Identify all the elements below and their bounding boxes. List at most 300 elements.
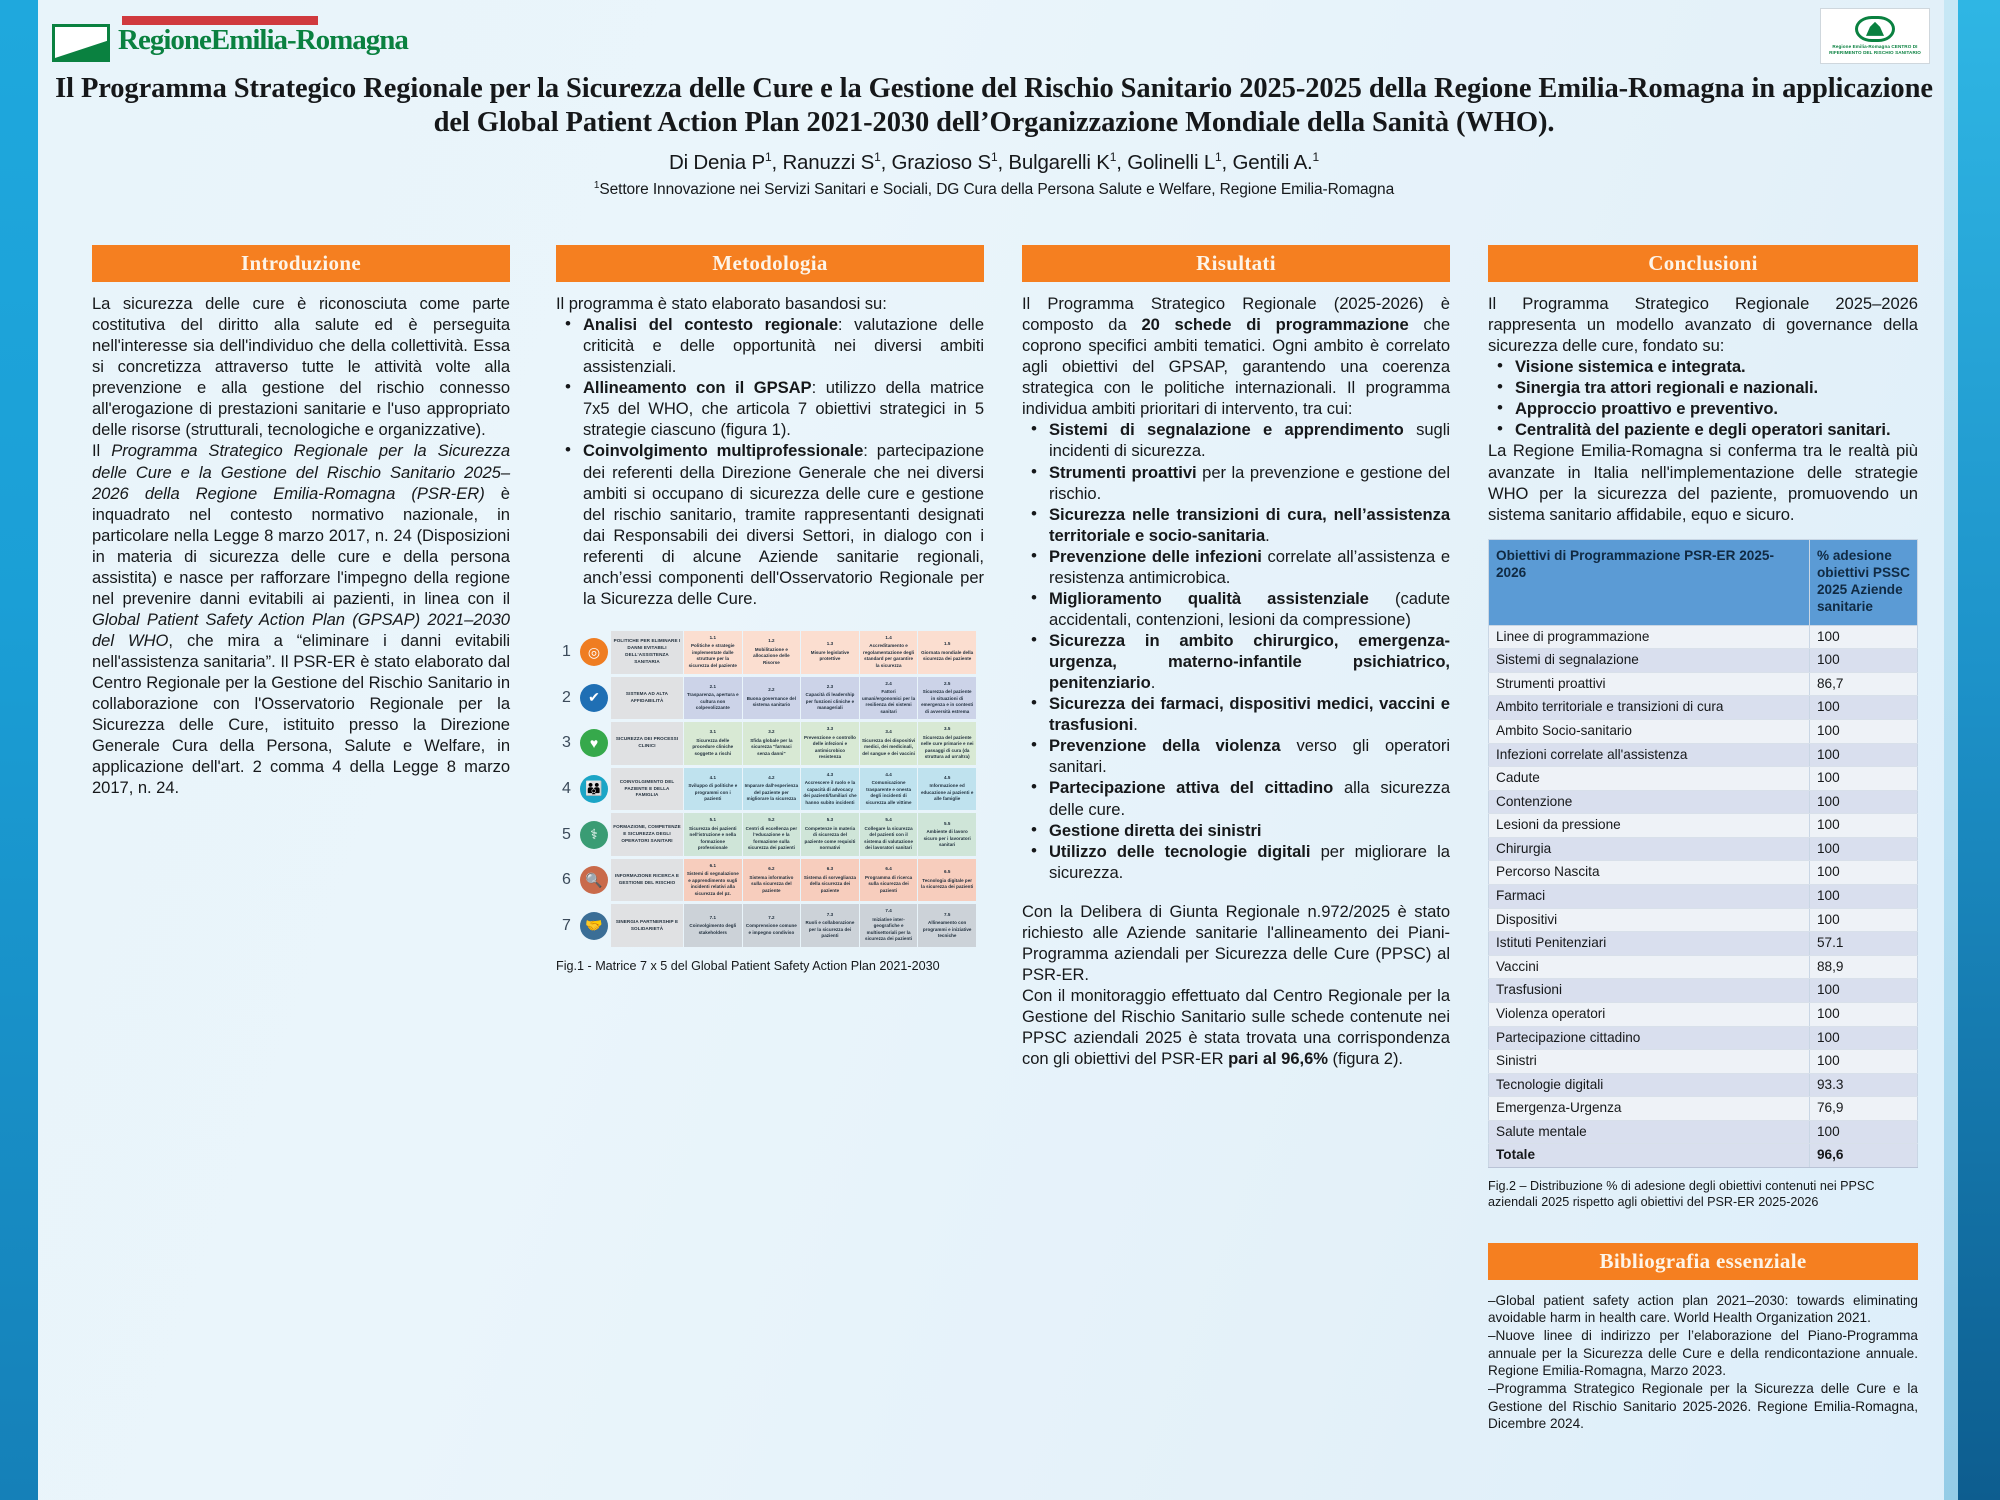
figure-2-caption: Fig.2 – Distribuzione % di adesione degli obiettivi contenuti nei PPSC aziendali 2025 rispetto agli obiettivi del PSR-ER 2025-2026 [1488,1178,1875,1210]
intro-p2-pre: Il [92,441,112,461]
bullet-rest: . [1133,715,1138,735]
authors-line: Di Denia $P^1$, Ranuzzi $S^1$, Grazioso $S^1$, Bulgarelli $K^1$, Golinelli $L^1$, Gentili A.$^1$ [668,150,1320,174]
table-cell-label: Dispositivi [1489,908,1810,932]
matrix-cell [860,813,918,856]
matrix-row-number: 4 [562,779,571,797]
matrix-cell [684,904,742,947]
matrix-cell-id: 4.4 [885,771,892,777]
bullet-bold: Prevenzione della violenza [1049,736,1281,756]
table-row-total [1489,1144,1918,1168]
table-row [1489,1002,1918,1026]
matrix-cell [743,722,801,765]
matrix-row-label: COINVOLGIMENTO DEL PAZIENTE E DELLA FAMIGLIA [611,768,683,811]
logo-wordmark: RegioneEmilia-Romagna [118,24,408,56]
section-header-introduzione: Introduzione [92,245,510,282]
table-cell-label: Percorso Nascita [1489,861,1810,885]
matrix-cell-text: Tecnologia digitale per la sicurezza dei pazienti [921,877,974,890]
bullet-rest: verso gli operatori sanitari. [1049,736,1450,777]
table-row [1489,649,1918,673]
matrix-cell [918,904,976,947]
table-cell-value: 100 [1810,837,1918,861]
matrix-cell [743,768,801,811]
table-row [1489,955,1918,979]
table-cell-label: Infezioni correlate all'assistenza [1489,743,1810,767]
list-item [1488,356,1918,377]
risultati-p1-bold: 20 schede di programmazione [1141,315,1409,335]
table-row [1489,814,1918,838]
bullet-rest: sugli incidenti di sicurezza. [1049,420,1450,461]
matrix-row-cells [683,722,976,765]
column-introduzione [92,245,510,799]
table-row [1489,932,1918,956]
table-cell-value: 100 [1810,743,1918,767]
table-cell-label: Salute mentale [1489,1120,1810,1144]
list-item [556,377,984,440]
adesione-table [1488,539,1918,1168]
list-item [1022,546,1450,588]
table-cell-label: Trasfusioni [1489,979,1810,1003]
risultati-paragraph-2: Con la Delibera di Giunta Regionale n.972/2025 è stato richiesto alle Aziende sanitarie l'allineamento dei Piani-Programma aziendali per Sicurezza delle Cure (PPSC) al PSR-ER. [1022,901,1450,984]
table-row [1489,908,1918,932]
matrix-cell-text: Allineamento con programmi e iniziative tecniche [922,920,972,939]
matrix-cell [801,859,859,902]
matrix-row [556,722,976,765]
table-cell-value: 100 [1810,1050,1918,1074]
metodologia-intro: Il programma è stato elaborato basandosi su: [556,294,887,313]
table-row [1489,1097,1918,1121]
matrix-cell-id: 7.2 [768,914,775,920]
table-cell-value: 57.1 [1810,932,1918,956]
matrix-cell [801,677,859,720]
matrix-cell-text: Politiche e strategie implementate dalle strutture per la sicurezza del paziente [688,643,737,668]
matrix-cell-text: Sfida globale per la sicurezza "farmaci senza danni" [750,737,793,756]
list-item [1488,398,1918,419]
intro-p2-italic-1: Programma Strategico Regionale per la Sicurezza delle Cure e la Gestione del Rischio Sanitario 2025–2026 della Regione Emilia-Romagna (PSR-ER) [92,441,510,503]
matrix-cell [743,677,801,720]
matrix-cell-id: 6.3 [826,866,834,872]
shield-check-icon: ✔ [577,677,611,720]
table-row [1489,1120,1918,1144]
table-cell-label: Lesioni da pressione [1489,814,1810,838]
risultati-body [1022,293,1450,1069]
list-item [556,440,984,609]
table-cell-value: 100 [1810,790,1918,814]
list-item [1022,419,1450,461]
table-row [1489,837,1918,861]
matrix-cell [684,813,742,856]
matrix-cell-text: Sicurezza dei dispositivi medici, dei medicinali, del sangue e dei vaccini [861,737,916,756]
table-cell-label: Violenza operatori [1489,1002,1810,1026]
matrix-cell [801,631,859,674]
table-body [1489,625,1918,1167]
matrix-row-label: SICUREZZA DEI PROCESSI CLINICI [611,722,683,765]
matrix-cell-text: Programma di ricerca sulla sicurezza dei pazienti [864,874,913,893]
matrix-row-label: FORMAZIONE, COMPETENZE E SICUREZZA DEGLI OPERATORI SANITARI [611,813,683,856]
bullet-rest: per migliorare la sicurezza. [1049,841,1450,882]
matrix-row-number: 3 [562,734,571,752]
matrix-cell [684,722,742,765]
matrix-cell-text: Accreditamento e regolamentazione degli standard per garantire la sicurezza [863,643,915,668]
matrix-row-cells [683,631,976,674]
list-item [1022,841,1450,883]
section-header-conclusioni: Conclusioni [1488,245,1918,282]
matrix-cell-text: Fattori umani/ergonomici per la resilienza dei sistemi sanitari [861,689,916,714]
risultati-paragraph-1 [1022,293,1450,419]
table-cell-value: 100 [1810,885,1918,909]
matrix-row-cells [683,768,976,811]
matrix-row [556,677,976,720]
matrix-cell [860,677,918,720]
matrix-cell-id: 2.1 [709,683,716,689]
matrix-cell-text: Giornata mondiale della sicurezza dei paziente [921,649,974,662]
logo-right-caption: Regione Emilia-Romagna CENTRO DI RIFERIMENTO DEL RISCHIO SANITARIO [1829,43,1921,55]
bullet-bold: Sicurezza nelle transizioni di cura, nell’assistenza territoriale e socio-sanitaria [1049,504,1450,545]
matrix-cell-id: 2.5 [943,680,951,686]
matrix-cell [684,677,742,720]
table-row [1489,696,1918,720]
matrix-cell-id: 7.3 [826,911,834,917]
matrix-cell [918,768,976,811]
matrix-cell-id: 1.2 [768,638,775,644]
table-cell-total-label: Totale [1489,1144,1810,1168]
section-header-risultati: Risultati [1022,245,1450,282]
matrix-row-cells [683,859,976,902]
matrix-cell [918,859,976,902]
matrix-cell-text: Sistema di sorveglianza della sicurezza dei paziente [803,874,857,893]
table-cell-value: 100 [1810,649,1918,673]
matrix-row [556,813,976,856]
matrix-cell-text: Collegare la sicurezza del pazienti con il sistema di valutazione dei lavoratori sanitari [864,825,914,851]
table-row [1489,861,1918,885]
table-row [1489,743,1918,767]
bullet-bold: Utilizzo delle tecnologie digitali [1049,841,1311,861]
table-cell-label: Cadute [1489,767,1810,791]
matrix-cell [743,904,801,947]
matrix-cell [860,904,918,947]
bibliografia-body [1488,1292,1918,1433]
logo-green-mark-icon [52,24,110,62]
bullet-rest: : partecipazione dei referenti della Direzione Generale che nei diversi ambiti si occupano di sicurezza delle cure e gestione del rischio sanitario, tramite rappresentanti designati dai Responsabili dei diversi Settori, in dialogo con i referenti di alcune Aziende sanitarie regionali, anch’essi componenti dell'Osservatorio Regionale per la Sicurezza delle Cure. [583,441,984,608]
matrix-row-label: SINERGIA PARTNERSHIP E SOLIDARIETÀ [611,904,683,947]
table-cell-value: 88,9 [1810,955,1918,979]
matrix-cell [743,813,801,856]
bullet-bold: Allineamento con il GPSAP [583,378,812,398]
matrix-cell [684,631,742,674]
bullet-bold: Centralità del paziente e degli operatori sanitari. [1515,420,1891,440]
bullet-bold: Gestione diretta dei sinistri [1049,820,1262,840]
matrix-cell-text: Mobilitazione e allocazione delle Risorse [753,646,790,665]
table-header-percent: % adesione obiettivi PSSC 2025 Aziende sanitarie [1810,539,1918,625]
metodologia-body [556,293,984,609]
matrix-row-label: INFORMAZIONE RICERCA E GESTIONE DEL RISCHIO [611,859,683,902]
table-row [1489,979,1918,1003]
matrix-cell-id: 3.5 [943,726,951,732]
matrix-cell-text: Accrescere il ruolo e la capacità di advocacy dei pazienti/familiari che hanno subito incidenti [803,780,857,805]
table-cell-value: 93.3 [1810,1073,1918,1097]
bullet-rest: . [1150,673,1156,693]
table-cell-value: 100 [1810,625,1918,649]
matrix-cell-id: 1.1 [709,634,716,640]
list-item [1022,820,1450,841]
matrix-cell-id: 5.2 [768,817,775,823]
bullet-bold: Analisi del contesto regionale [583,315,838,335]
table-cell-value: 100 [1810,767,1918,791]
matrix-cell [801,813,859,856]
conclusioni-bullet-list [1488,356,1918,440]
matrix-cell [684,859,742,902]
matrix-cell-text: Prevenzione e controllo delle infezioni e antimicrobico resistenza [804,734,856,760]
bullet-bold: Strumenti proattivi [1049,462,1197,482]
bullet-bold: Sistemi di segnalazione e apprendimento [1049,420,1404,440]
matrix-cell-text: Sicurezza delle procedure cliniche soggette a rischi [692,737,734,756]
table-cell-label: Partecipazione cittadino [1489,1026,1810,1050]
table-row [1489,767,1918,791]
matrix-cell-text: Centri di eccellenza per l'educazione e la formazione sulla sicurezza dei pazienti [745,825,798,851]
research-icon: 🔍 [577,859,611,902]
target-icon: ◎ [577,631,611,674]
logo-ring-icon [1855,16,1895,42]
matrix-cell-text: Sistemi di segnalazione e apprendimento sugli incidenti relativi alla sicurezza del pz. [686,871,739,896]
matrix-row [556,768,976,811]
table-cell-total-value: 96,6 [1810,1144,1918,1168]
metodologia-bullet-list [556,314,984,609]
matrix-cell-id: 4.3 [826,771,834,777]
matrix-cell-id: 2.4 [885,680,892,686]
table-cell-value: 100 [1810,1120,1918,1144]
list-item [1022,504,1450,546]
bullet-rest: (cadute accidentali, contenzioni, lesioni da compressione) [1049,588,1451,629]
matrix-cell-text: Imparare dall'esperienza del paziente per migliorare la sicurezza [744,783,799,802]
list-item [1022,588,1450,630]
intro-p2-italic-2: Global Patient Safety Action Plan (GPSAP) 2021–2030 del WHO [92,609,510,650]
matrix-cell-text: Comprensione comune e impegno condiviso [745,923,797,935]
bibliografia-item: –Global patient safety action plan 2021–2030: towards eliminating avoidable harm in health care. World Health Organization 2021. [1488,1292,1918,1326]
matrix-cell-id: 2.3 [826,683,834,689]
matrix-cell-id: 3.4 [885,729,892,735]
list-item [1022,693,1450,735]
bullet-bold: Sicurezza dei farmaci, dispositivi medici, vaccini e trasfusioni [1049,694,1450,735]
bullet-bold: Sinergia tra attori regionali e nazionali. [1515,378,1819,398]
column-conclusioni [1488,245,1918,1433]
matrix-row-number: 2 [562,688,571,706]
risultati-paragraph-3 [1022,985,1450,1069]
column-risultati [1022,245,1450,1069]
matrix-cell [743,859,801,902]
matrix-cell-id: 7.4 [885,908,892,914]
table-row [1489,1073,1918,1097]
matrix-cell-text: Misure legislative protettive [810,649,850,662]
table-row [1489,1050,1918,1074]
matrix-row-label: SISTEMA AD ALTA AFFIDABILITÀ [611,677,683,720]
section-header-metodologia: Metodologia [556,245,984,282]
bullet-bold: Partecipazione attiva del cittadino [1049,778,1334,798]
table-row [1489,625,1918,649]
figure-1-caption: Fig.1 - Matrice 7 x 5 del Global Patient Safety Action Plan 2021-2030 [556,958,940,973]
matrix-cell [918,722,976,765]
conclusioni-paragraph-1: Il Programma Strategico Regionale 2025–2026 rappresenta un modello avanzato di governance della sicurezza delle cure, fondato su: [1488,294,1918,356]
matrix-cell [860,631,918,674]
matrix-row-cells [683,677,976,720]
matrix-row [556,859,976,902]
table-cell-value: 100 [1810,696,1918,720]
table-header-objectives: Obiettivi di Programmazione PSR-ER 2025-2026 [1489,539,1810,625]
risultati-p3-bold: pari al 96,6% [1228,1049,1328,1069]
right-decorative-band [1958,0,2000,1500]
list-item [556,314,984,377]
matrix-row-number: 7 [562,916,571,934]
matrix-cell [801,904,859,947]
affiliation-line: $^1$Settore Innovazione nei Servizi Sanitari e Sociali, DG Cura della Persona Salute e Welfare, Regione Emilia-Romagna [593,180,1395,199]
bullet-bold: Visione sistemica e integrata. [1515,357,1746,377]
column-metodologia [556,245,984,973]
table-cell-label: Tecnologie digitali [1489,1073,1810,1097]
bullet-rest: alla sicurezza delle cure. [1049,778,1450,819]
bibliografia-item: –Nuove linee di indirizzo per l’elaborazione del Piano-Programma annuale per la Sicurezza delle Cure e della rendicontazione annuale. Regione Emilia-Romagna, Marzo 2023. [1488,1328,1918,1379]
matrix-cell-text: Sicurezza del paziente in situazioni di emergenza e in contesti di avversità estrema [921,689,974,714]
conclusioni-paragraph-2: La Regione Emilia-Romagna si conferma tra le realtà più avanzate in Italia nell'implementazione delle strategie WHO per la sicurezza del paziente, promuovendo un sistema sanitario affidabile, equo e sicuro. [1488,441,1918,524]
list-item [1022,462,1450,504]
bullet-bold: Prevenzione delle infezioni [1049,546,1262,566]
matrix-cell [918,813,976,856]
matrix-cell-id: 4.2 [768,774,775,780]
table-cell-label: Vaccini [1489,955,1810,979]
matrix-cell-id: 5.5 [943,820,951,826]
matrix-cell-text: Comunicazione trasparente e onesta degli incidenti di sicurezza alle vittime [865,780,912,805]
matrix-cell-text: Sicurezza del paziente nelle cure primarie e nei passaggi di cura (da struttura ad un'altra) [920,734,974,760]
table-row [1489,672,1918,696]
matrix-cell-id: 3.2 [768,729,775,735]
table-cell-label: Strumenti proattivi [1489,672,1810,696]
matrix-cell-text: Ruoli e collaborazione per la sicurezza dei pazienti [805,920,855,939]
matrix-row-number: 6 [562,871,571,889]
matrix-row-number: 1 [562,643,571,661]
table-cell-label: Ambito Socio-sanitario [1489,720,1810,744]
matrix-cell [860,768,918,811]
regione-emilia-romagna-logo [52,14,408,64]
table-row [1489,720,1918,744]
list-item [1022,735,1450,777]
matrix-cell-id: 4.5 [943,774,951,780]
risultati-p3-post: (figura 2). [1327,1049,1403,1069]
matrix-row-cells [683,813,976,856]
matrix-cell-id: 6.1 [709,862,716,868]
bullet-rest: correlate all’assistenza e resistenza antimicrobica. [1049,546,1450,587]
list-item [1022,777,1450,819]
bullet-bold: Sicurezza in ambito chirurgico, emergenza-urgenza, materno-infantile psichiatrico, penitenziario [1049,631,1450,693]
matrix-row [556,904,976,947]
section-header-bibliografia: Bibliografia essenziale [1488,1243,1918,1280]
matrix-cell-id: 1.3 [826,641,834,647]
table-cell-value: 100 [1810,861,1918,885]
matrix-cell-text: Iniziative inter-geografiche e multisettoriali per la sicurezza dei pazienti [865,916,913,942]
bibliografia-item: –Programma Strategico Regionale per la Sicurezza delle Cure e la Gestione del Rischio Sanitario 2025-2026. Regione Emilia-Romagna, Dicembre 2024. [1488,1381,1918,1432]
matrix-cell-text: Ambiente di lavoro sicuro per i lavoratori sanitari [923,829,971,848]
table-cell-value: 100 [1810,814,1918,838]
matrix-cell-text: Competenze in materia di sicurezza del paziente come requisiti normativi [804,825,856,851]
table-cell-label: Linee di programmazione [1489,625,1810,649]
bullet-rest: : valutazione delle criticità e delle opportunità nei diversi ambiti assistenziali. [583,315,984,377]
list-item [1488,377,1918,398]
introduzione-body [92,293,510,799]
matrix-row-cells [683,904,976,947]
bullet-bold: Miglioramento qualità assistenziale [1049,588,1369,608]
matrix-cell-text: Capacità di leadership per funzioni cliniche e manageriali [805,692,855,711]
table-cell-label: Farmaci [1489,885,1810,909]
heart-pulse-icon: ♥ [577,722,611,765]
gpsap-matrix [556,631,976,947]
matrix-cell [860,859,918,902]
table-cell-value: 100 [1810,979,1918,1003]
table-cell-label: Contenzione [1489,790,1810,814]
table-cell-label: Ambito territoriale e transizioni di cura [1489,696,1810,720]
table-cell-label: Istituti Penitenziari [1489,932,1810,956]
matrix-row-number: 5 [562,825,571,843]
matrix-cell-id: 7.1 [709,914,716,920]
matrix-cell-id: 6.4 [885,866,892,872]
table-cell-label: Sistemi di segnalazione [1489,649,1810,673]
matrix-cell-id: 5.1 [709,817,716,823]
introduzione-paragraph-2 [92,440,510,798]
matrix-cell-id: 7.5 [943,911,951,917]
bullet-rest: per la prevenzione e gestione del rischio. [1049,462,1450,503]
intro-p2-post: , che mira a “eliminare i danni evitabili nell'assistenza sanitaria”. Il PSR-ER è stato elaborato dal Centro Regionale per la Gestione del Rischio Sanitario in collaborazione con l'Osservatorio Regionale per la Sicurezza delle Cure, istituito presso la Direzione Generale Cura della Persona, Salute e Welfare, in applicazione dell'art. 2 comma 4 della Legge 8 marzo 2017, n. 24. [92,631,510,798]
matrix-cell [918,631,976,674]
risultati-p1-pre: Il Programma Strategico Regionale (2025-2026) è composto da [1022,294,1450,335]
table-cell-label: Emergenza-Urgenza [1489,1097,1810,1121]
matrix-row [556,631,976,674]
table-cell-value: 86,7 [1810,672,1918,696]
table-row [1489,885,1918,909]
matrix-cell [684,768,742,811]
table-cell-value: 100 [1810,908,1918,932]
matrix-cell-id: 4.1 [709,774,716,780]
list-item [1488,419,1918,440]
figure-1 [556,631,984,973]
bullet-bold: Coinvolgimento multiprofessionale [583,441,864,461]
table-cell-label: Sinistri [1489,1050,1810,1074]
matrix-cell-id: 1.5 [943,641,951,647]
matrix-cell-id: 1.4 [885,634,892,640]
table-cell-value: 100 [1810,1026,1918,1050]
risultati-bullet-list [1022,419,1450,882]
matrix-cell-id: 5.4 [885,817,892,823]
health-worker-icon: ⚕ [577,813,611,856]
matrix-cell [801,722,859,765]
matrix-cell-id: 2.2 [768,687,775,693]
matrix-cell [801,768,859,811]
matrix-cell-text: Coinvolgimento degli stakeholders [689,923,737,935]
matrix-cell-text: Trasparenza, apertura e cultura non colpevolizzante [686,692,739,711]
table-cell-value: 100 [1810,720,1918,744]
bullet-rest: . [1265,525,1270,545]
matrix-cell-text: Informazione ed educazione ai pazienti e alle famiglie [920,783,974,802]
table-cell-value: 76,9 [1810,1097,1918,1121]
bullet-rest: : utilizzo della matrice 7x5 del WHO, che articola 7 obiettivi strategici in 5 strategie ciascuno (figura 1). [583,378,984,440]
conclusioni-body [1488,293,1918,525]
matrix-cell-text: Buona governance del sistema sanitario [746,695,797,708]
table-row [1489,1026,1918,1050]
matrix-row-label: POLITICHE PER ELIMINARE I DANNI EVITABILI DELL'ASSISTENZA SANITARIA [611,631,683,674]
table-cell-value: 100 [1810,1002,1918,1026]
matrix-cell [918,677,976,720]
right-decorative-band-inner [1944,0,1958,1500]
table-cell-label: Chirurgia [1489,837,1810,861]
left-decorative-band [0,0,38,1500]
page-title: Il Programma Strategico Regionale per la Sicurezza delle Cure e la Gestione del Rischio Sanitario 2025-2025 della Regione Emilia-Romagna in applicazione del Global Patient Action Plan 2021-2030 dell’Organizzazione Mondiale della Sanità (WHO). [55,73,1933,139]
bullet-bold: Approccio proattivo e preventivo. [1515,399,1778,419]
handshake-icon: 🤝 [577,904,611,947]
intro-p2-mid: è inquadrato nel contesto normativo nazionale, in particolare nella Legge 8 marzo 2017, n. 24 (Disposizioni in materia di sicurezza delle cure e della persona assistita) e nasce per rafforzare l'impegno della regione nel prevenire danni evitabili ai pazienti, in linea con il [92,483,510,608]
